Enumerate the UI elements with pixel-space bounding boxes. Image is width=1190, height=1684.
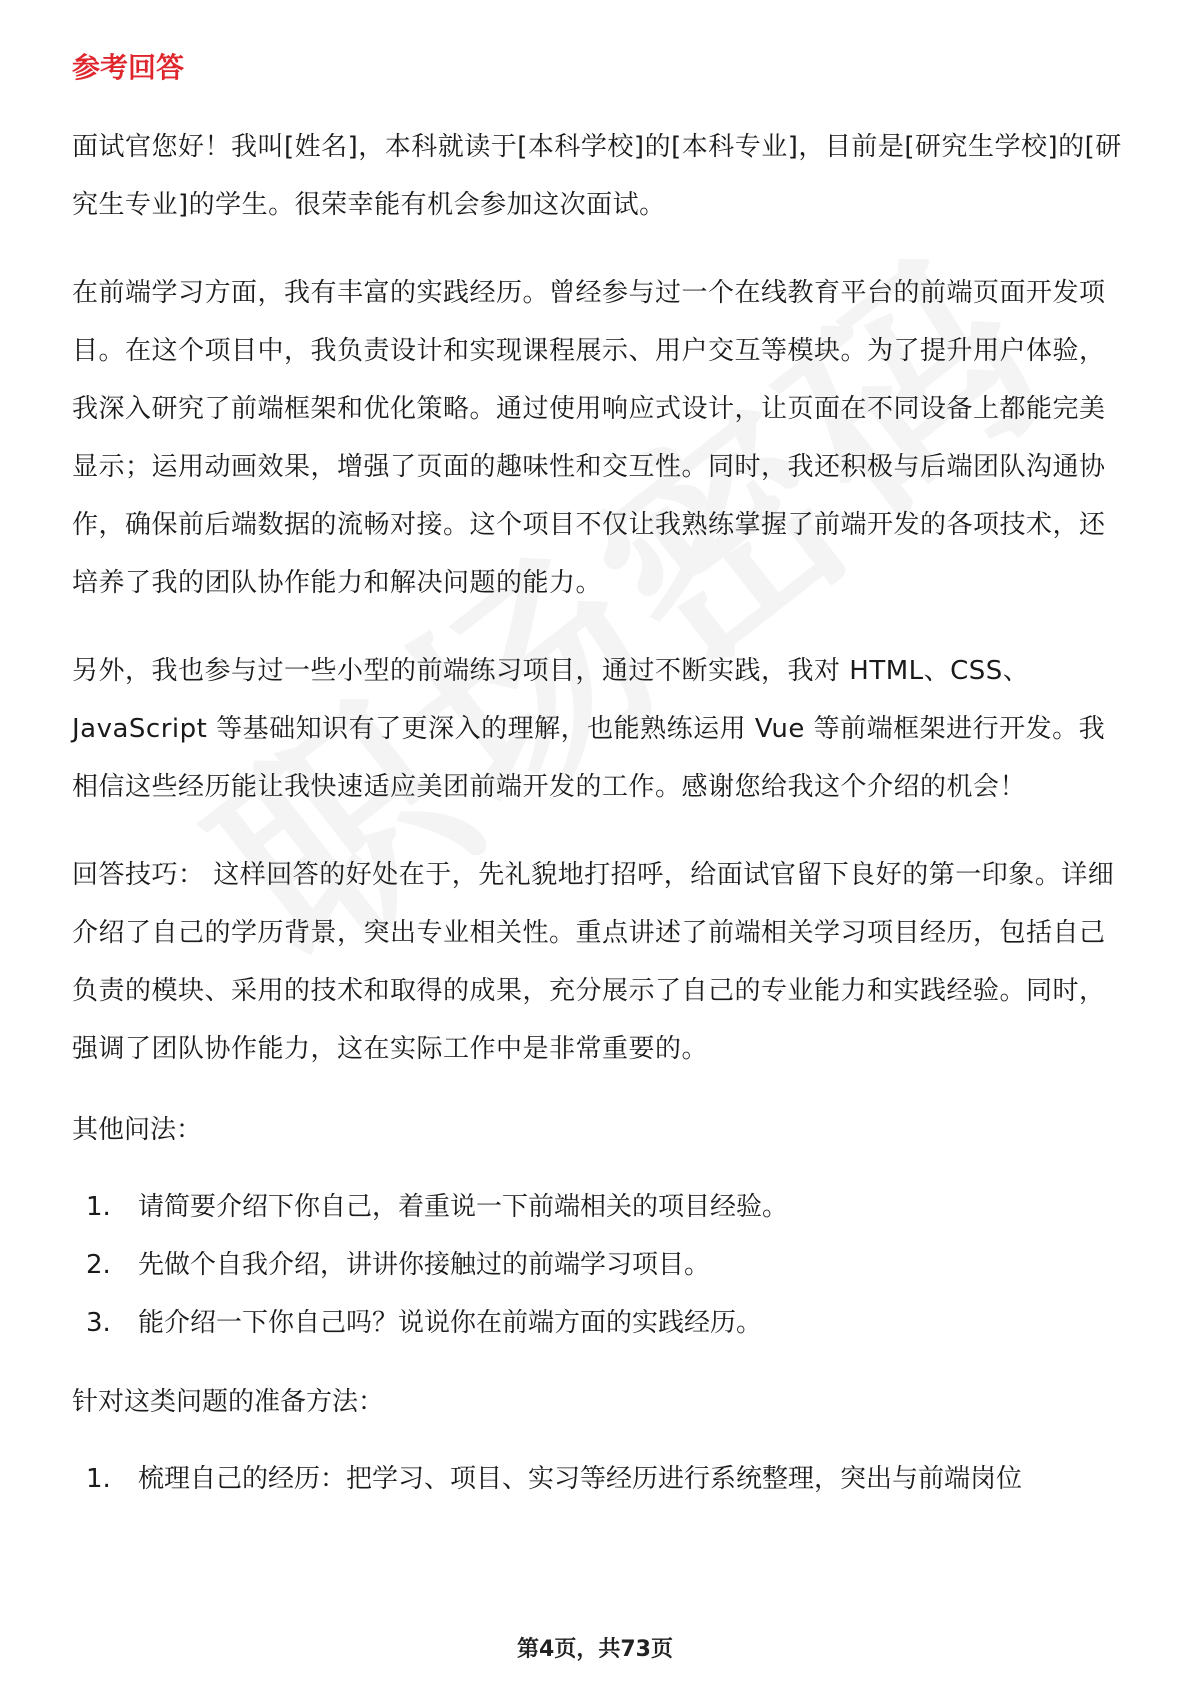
other-questions-label: 其他问法： [72,1115,203,1145]
section-heading: 参考回答 [72,51,185,84]
tips-paragraph: 回答技巧： 这样回答的好处在于，先礼貌地打招呼，给面试官留下良好的第一印象。详细介绍了自己的学历背景，突出专业相关性。重点讲述了前端相关学习项目经历，包括自己负责的模块、采用的技术和取得的成果，充分展示了自己的专业能力和实践经验。同时，强调了团队协作能力，这在实际工作中是非常重要的。 [72,860,1115,1064]
list-item-text: 请简要介绍下你自己，着重说一下前端相关的项目经验。 [138,1192,789,1222]
list-item-number: 1. [86,1464,111,1494]
list-item [72,1178,1122,1236]
list-item-text: 能介绍一下你自己吗？说说你在前端方面的实践经历。 [138,1308,763,1338]
other-questions-list [72,1178,1122,1352]
list-item [72,1294,1122,1352]
list-item-number: 3. [86,1308,111,1338]
list-item [72,1236,1122,1294]
list-item-number: 2. [86,1250,111,1280]
list-item-text: 先做个自我介绍，讲讲你接触过的前端学习项目。 [138,1250,711,1280]
experience-paragraph: 在前端学习方面，我有丰富的实践经历。曾经参与过一个在线教育平台的前端页面开发项目。在这个项目中，我负责设计和实现课程展示、用户交互等模块。为了提升用户体验，我深入研究了前端框架和优化策略。通过使用响应式设计，让页面在不同设备上都能完美显示；运用动画效果，增强了页面的趣味性和交互性。同时，我还积极与后端团队沟通协作，确保前后端数据的流畅对接。这个项目不仅让我熟练掌握了前端开发的各项技术，还培养了我的团队协作能力和解决问题的能力。 [72,278,1106,598]
page-number: 第4页，共73页 [517,1637,673,1662]
document-body [72,48,1122,1536]
list-item-text: 梳理自己的经历：把学习、项目、实习等经历进行系统整理，突出与前端岗位 [138,1464,1023,1494]
list-item [72,1450,1122,1508]
other-projects-paragraph: 另外，我也参与过一些小型的前端练习项目，通过不断实践，我对 HTML、CSS、JavaScript 等基础知识有了更深入的理解，也能熟练运用 Vue 等前端框架进行开发。我相信这些经历能让我快速适应美团前端开发的工作。感谢您给我这个介绍的机会！ [72,656,1106,802]
intro-paragraph: 面试官您好！我叫[姓名]，本科就读于[本科学校]的[本科专业]，目前是[研究生学校]的[研究生专业]的学生。很荣幸能有机会参加这次面试。 [72,132,1122,220]
prep-methods-list [72,1450,1122,1508]
list-item-number: 1. [86,1192,111,1222]
prep-methods-label: 针对这类问题的准备方法： [72,1387,385,1417]
